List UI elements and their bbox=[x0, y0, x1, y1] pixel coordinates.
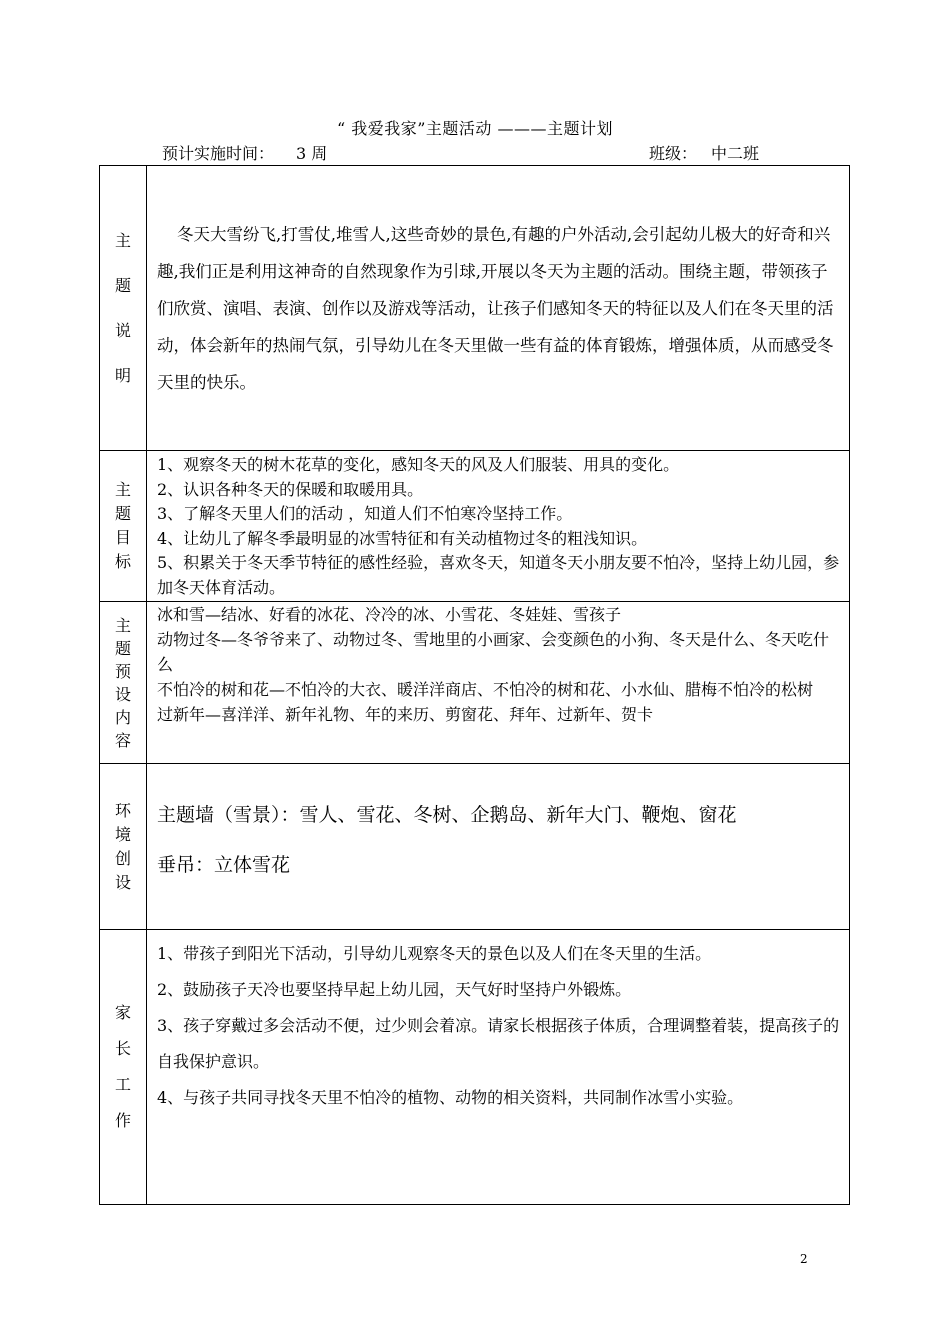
section-body bbox=[147, 764, 850, 930]
section-environment bbox=[100, 764, 850, 930]
section-heading: 主 题 预 设 内 容 bbox=[100, 602, 147, 764]
section-parent-work bbox=[100, 930, 850, 1205]
list-item: 1、带孩子到阳光下活动，引导幼儿观察冬天的景色以及人们在冬天里的生活。 bbox=[157, 944, 712, 963]
list-item: 3、了解冬天里人们的活动 ，知道人们不怕寒冷坚持工作。 bbox=[157, 504, 573, 523]
section-heading: 主 题 说 明 bbox=[100, 166, 147, 451]
schedule-label: 预计实施时间： bbox=[162, 144, 275, 163]
list-item: 不怕冷的树和花—不怕冷的大衣、暖洋洋商店、不怕冷的树和花、小水仙、腊梅不怕冷的松树 bbox=[157, 680, 814, 699]
list-item: 3、孩子穿戴过多会活动不便，过少则会着凉。请家长根据孩子体质，合理调整着装，提高孩子的自我保护意识。 bbox=[157, 1016, 840, 1071]
list-item: 动物过冬—冬爷爷来了、动物过冬、雪地里的小画家、会变颜色的小狗、冬天是什么、冬天吃什么 bbox=[157, 630, 830, 674]
environment-list bbox=[157, 790, 841, 890]
section-body bbox=[147, 451, 850, 602]
list-item: 主题墙（雪景）：雪人、雪花、冬树、企鹅岛、新年大门、鞭炮、窗花 bbox=[157, 804, 737, 826]
class-value: 中二班 bbox=[711, 144, 760, 163]
list-item: 2、认识各种冬天的保暖和取暖用具。 bbox=[157, 479, 424, 499]
section-theme-description bbox=[100, 166, 850, 451]
goals-list bbox=[157, 453, 841, 600]
section-theme-goals bbox=[100, 451, 850, 602]
list-item: 2、鼓励孩子天冷也要坚持早起上幼儿园，天气好时坚持户外锻炼。 bbox=[157, 980, 632, 999]
theme-description-text: 冬天大雪纷飞,打雪仗,堆雪人,这些奇妙的景色,有趣的户外活动,会引起幼儿极大的好奇和兴趣,我们正是利用这神奇的自然现象作为引球,开展以冬天为主题的活动。围绕主题，带领孩子们欣赏、演唱、表演、创作以及游戏等活动，让孩子们感知冬天的特征以及人们在冬天里的活动，体会新年的热闹气氛，引导幼儿在冬天里做一些有益的体育锻炼，增强体质，从而感受冬天里的快乐。 bbox=[157, 225, 834, 392]
class-info bbox=[649, 141, 759, 164]
section-heading: 家 长 工 作 bbox=[100, 930, 147, 1205]
list-item: 5、积累关于冬天季节特征的感性经验，喜欢冬天，知道冬天小朋友要不怕冷，坚持上幼儿园，参加冬天体育活动。 bbox=[157, 553, 840, 597]
section-body bbox=[147, 166, 850, 451]
list-item: 1、观察冬天的树木花草的变化，感知冬天的风及人们服装、用具的变化。 bbox=[157, 455, 680, 474]
section-body bbox=[147, 930, 850, 1205]
content-list bbox=[157, 602, 841, 727]
section-heading: 环 境 创 设 bbox=[100, 764, 147, 930]
list-item: 冰和雪—结冰、好看的冰花、冷冷的冰、小雪花、冬娃娃、雪孩子 bbox=[157, 605, 622, 624]
list-item: 4、让幼儿了解冬季最明显的冰雪特征和有关动植物过冬的粗浅知识。 bbox=[157, 528, 648, 548]
section-body bbox=[147, 602, 850, 764]
plan-table bbox=[99, 165, 850, 1205]
schedule-info bbox=[162, 141, 327, 164]
list-item: 4、与孩子共同寻找冬天里不怕冷的植物、动物的相关资料，共同制作冰雪小实验。 bbox=[157, 1088, 744, 1107]
section-planned-content bbox=[100, 602, 850, 764]
page-number: 2 bbox=[800, 1252, 808, 1266]
section-heading: 主 题 目 标 bbox=[100, 451, 147, 602]
class-label: 班级： bbox=[649, 144, 698, 163]
schedule-value: 3 周 bbox=[296, 144, 328, 163]
document-title: “ 我爱我家”主题活动 ———主题计划 bbox=[336, 119, 614, 138]
parent-work-list bbox=[157, 936, 841, 1116]
list-item: 过新年—喜洋洋、新年礼物、年的来历、剪窗花、拜年、过新年、贺卡 bbox=[157, 705, 654, 724]
list-item: 垂吊：立体雪花 bbox=[157, 854, 291, 876]
